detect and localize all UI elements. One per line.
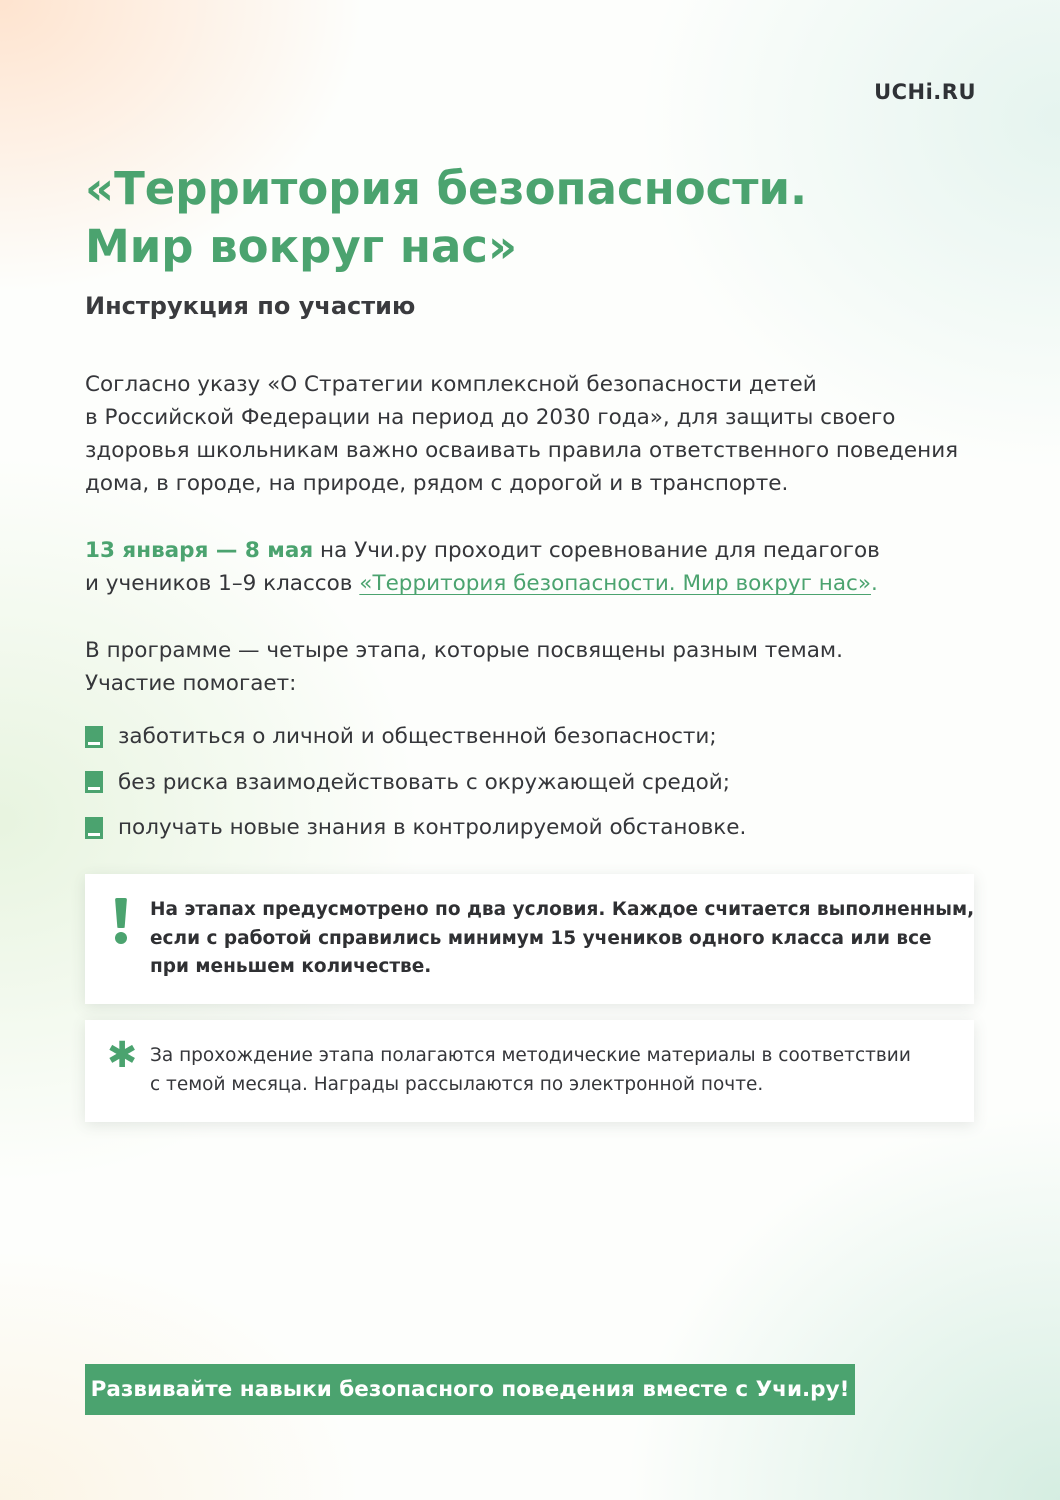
square-bullet-icon [85, 726, 103, 748]
intro-line: дома, в городе, на природе, рядом с дорогой и в транспорте. [85, 471, 789, 496]
conditions-notice-card [85, 874, 974, 1004]
list-item-text: заботиться о личной и общественной безопасности; [118, 724, 717, 750]
rewards-notice-text [150, 1042, 944, 1099]
conditions-line: На этапах предусмотрено по два условия. Каждое считается выполненным, [150, 899, 975, 920]
program-line-2: Участие помогает: [85, 671, 297, 696]
competition-line-2-prefix: и учеников 1–9 классов [85, 571, 360, 596]
competition-dates: 13 января — 8 мая [85, 538, 314, 563]
rewards-line: За прохождение этапа полагаются методические материалы в соответствии [150, 1045, 911, 1066]
competition-line-1 [85, 534, 985, 567]
program-paragraph [85, 634, 985, 700]
program-line-1: В программе — четыре этапа, которые посвящены разным темам. [85, 638, 843, 663]
rewards-notice-card [85, 1020, 974, 1122]
square-bullet-icon [85, 817, 103, 839]
intro-line: в Российской Федерации на период до 2030 года», для защиты своего [85, 405, 896, 430]
list-item [85, 805, 746, 851]
conditions-notice-text [150, 896, 975, 982]
conditions-line: если с работой справились минимум 15 учеников одного класса или все [150, 927, 932, 949]
cta-banner[interactable]: Развивайте навыки безопасного поведения вместе с Учи.ру! [85, 1364, 855, 1415]
page-title [85, 160, 985, 276]
competition-line-2 [85, 567, 985, 600]
conditions-line: при меньшем количестве. [150, 956, 432, 977]
intro-line: здоровья школьникам важно осваивать правила ответственного поведения [85, 438, 959, 463]
list-item-text: получать новые знания в контролируемой обстановке. [118, 815, 747, 841]
list-item [85, 760, 746, 806]
list-item [85, 714, 746, 760]
exclamation-icon [107, 894, 135, 950]
list-item-text: без риска взаимодействовать с окружающей средой; [118, 769, 730, 795]
competition-link[interactable]: «Территория безопасности. Мир вокруг нас» [359, 571, 871, 596]
benefits-list [85, 714, 746, 851]
asterisk-icon: ✱ [107, 1035, 138, 1076]
page-subtitle: Инструкция по участию [85, 292, 416, 320]
rewards-line: с темой месяца. Награды рассылаются по электронной почте. [150, 1073, 764, 1095]
uchi-ru-logo[interactable]: UCHi.RU [874, 80, 976, 104]
page-title-line-1: «Территория безопасности. [85, 162, 808, 215]
competition-line-2-suffix: . [871, 571, 878, 596]
competition-paragraph [85, 534, 985, 600]
square-bullet-icon [85, 771, 103, 793]
intro-paragraph [85, 368, 985, 500]
page-title-line-2: Мир вокруг нас» [85, 220, 518, 273]
competition-line-1-text: на Учи.ру проходит соревнование для педагогов [313, 538, 880, 563]
intro-line: Согласно указу «О Стратегии комплексной безопасности детей [85, 372, 817, 397]
